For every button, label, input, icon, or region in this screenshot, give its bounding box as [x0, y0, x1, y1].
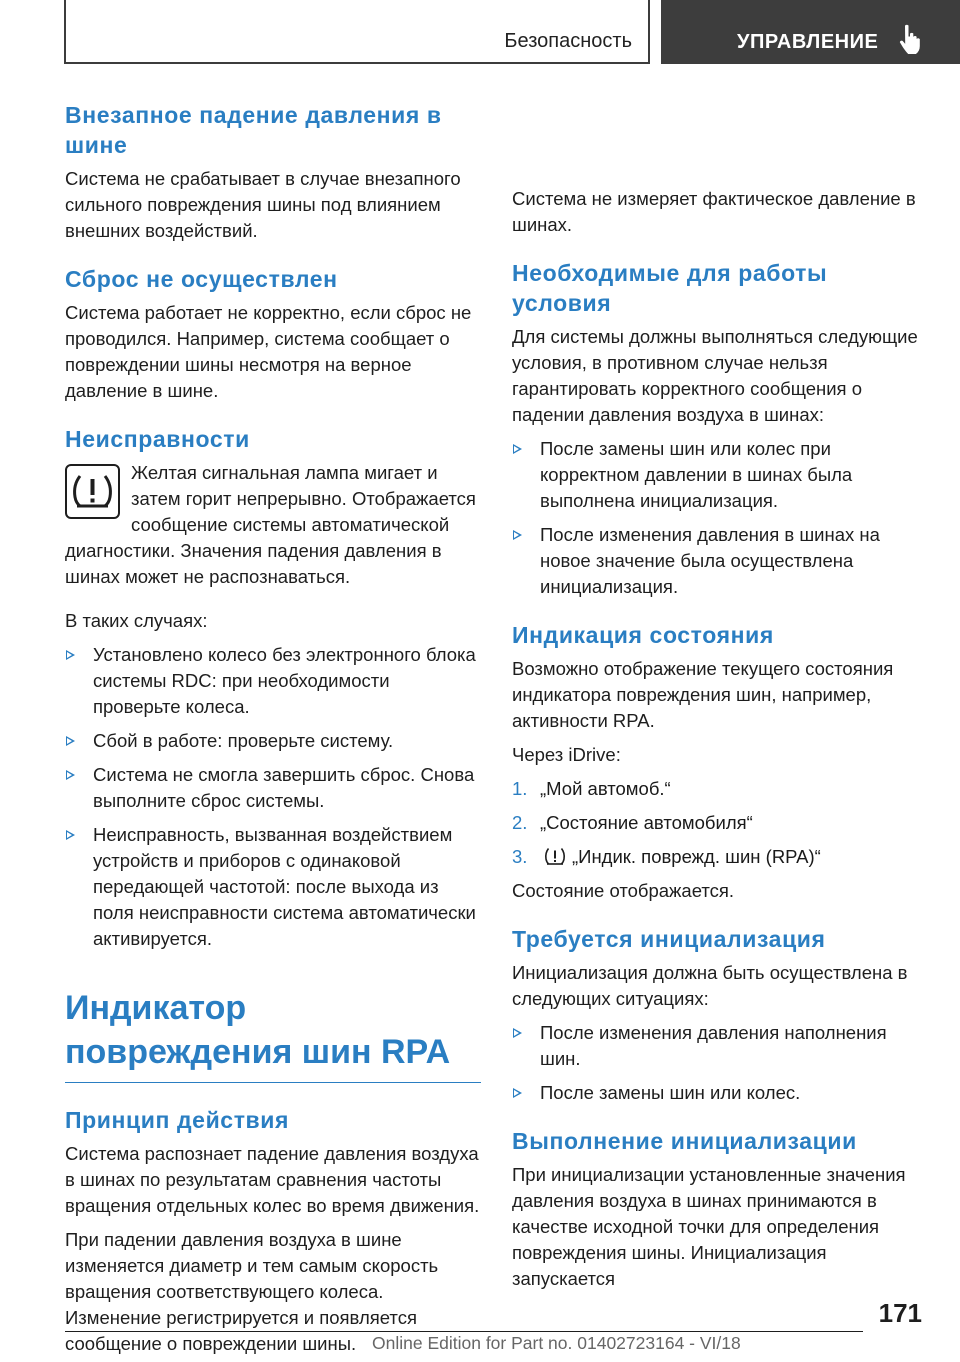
triangle-bullet-icon [513, 444, 522, 454]
triangle-bullet-icon [66, 830, 75, 840]
tire-warning-small-icon [544, 847, 566, 867]
header-chapter-title: УПРАВЛЕНИЕ [737, 31, 879, 53]
heading-required-conditions: Необходимые для работы условия [512, 260, 828, 316]
paragraph-required-conditions: Для системы должны выполняться следующие условия, в противном случае нельзя гарантировать корректного сообщения о падении давления воздуха в шинах: [512, 326, 918, 425]
list-item: Сбой в работе: проверьте систему. [65, 728, 481, 754]
triangle-bullet-icon [513, 1088, 522, 1098]
right-column [512, 102, 932, 1292]
header-section-box [64, 0, 650, 64]
list-item: Система не смогла завершить сброс. Снова выполните сброс системы. [65, 762, 481, 814]
footer-divider [65, 1331, 863, 1332]
heading-sudden-pressure-drop: Внезапное падение давления в шине [65, 102, 442, 158]
list-item: Неисправность, вызванная воздействием устройств и приборов с одинаковой передающей частотой: после выхода из поля неисправности система автоматически активируется. [65, 822, 481, 952]
conditions-list [512, 436, 932, 600]
list-item: 2. „Состояние автомобиля“ [512, 812, 753, 833]
left-column [65, 100, 481, 1357]
pointing-hand-icon [899, 24, 923, 54]
page-number: 171 [878, 1298, 922, 1328]
paragraph-perform-initialization: При инициализации установленные значения давления воздуха в шинах принимаются в качестве исходной точки для определения повреждения шины. Инициализация запускается [512, 1164, 906, 1289]
list-item: Установлено колесо без электронного блока системы RDC: при необходимости проверьте колеса. [65, 642, 481, 720]
malfunction-block [65, 460, 481, 590]
heading-perform-initialization: Выполнение инициализации [512, 1128, 857, 1154]
paragraph-sudden-pressure-drop: Система не срабатывает в случае внезапного сильного повреждения шины под влиянием внешних воздействий. [65, 168, 461, 241]
list-item: После изменения давления в шинах на новое значение была осуществлена инициализация. [512, 522, 932, 600]
triangle-bullet-icon [66, 650, 75, 660]
header-chapter-box [661, 0, 960, 64]
paragraph-status-shown: Состояние отображается. [512, 880, 735, 901]
paragraph-via-idrive: Через iDrive: [512, 744, 621, 765]
paragraph-malfunctions: Желтая сигнальная лампа мигает и затем горит непрерывно. Отображается сообщение системы автоматической диагностики. Значения падения давления в шинах может не распознаваться. [65, 462, 476, 587]
malfunction-cases-list [65, 642, 481, 952]
triangle-bullet-icon [66, 736, 75, 746]
heading-operating-principle: Принцип действия [65, 1107, 290, 1133]
list-item: После изменения давления наполнения шин. [512, 1020, 932, 1072]
paragraph-reset-not-done: Система работает не корректно, если сброс не проводился. Например, система сообщает о повреждении шины несмотря на верное давление в шине. [65, 302, 472, 401]
heading-reset-not-done: Сброс не осуществлен [65, 266, 338, 292]
heading-status-display: Индикация состояния [512, 622, 774, 648]
paragraph-no-measure: Система не измеряет фактическое давление в шинах. [512, 188, 916, 235]
footer-edition: Online Edition for Part no. 01402723164 - VI/18 [372, 1333, 741, 1353]
situations-list [512, 1020, 932, 1106]
heading-malfunctions: Неисправности [65, 426, 250, 452]
paragraph-in-such-cases: В таких случаях: [65, 610, 208, 631]
paragraph-status-display: Возможно отображение текущего состояния индикатора повреждения шин, например, активности RPA. [512, 658, 894, 731]
tire-warning-icon [65, 464, 120, 519]
paragraph-principle-2: При падении давления воздуха в шине изменяется диаметр и тем самым скорость вращения соответствующего колеса. Изменение регистрируется и появляется сообщение о повреждении шины. [65, 1229, 439, 1354]
triangle-bullet-icon [513, 1028, 522, 1038]
header-section-title: Безопасность [504, 30, 632, 52]
list-item: После замены шин или колес. [512, 1080, 932, 1106]
list-item: 1. „Мой автомоб.“ [512, 778, 671, 799]
list-item: После замены шин или колес при корректном давлении в шинах была выполнена инициализация. [512, 436, 932, 514]
list-item: 3. „Индик. поврежд. шин (RPA)“ [512, 846, 821, 867]
heading-rpa-indicator: Индикатор повреждения шин RPA [65, 986, 481, 1083]
triangle-bullet-icon [513, 530, 522, 540]
heading-initialization-required: Требуется инициализация [512, 926, 826, 952]
paragraph-principle-1: Система распознает падение давления воздуха в шинах по результатам сравнения частоты вращения отдельных колес во время движения. [65, 1143, 480, 1216]
idrive-steps-list [512, 776, 932, 870]
triangle-bullet-icon [66, 770, 75, 780]
paragraph-initialization-required: Инициализация должна быть осуществлена в следующих ситуациях: [512, 962, 908, 1009]
